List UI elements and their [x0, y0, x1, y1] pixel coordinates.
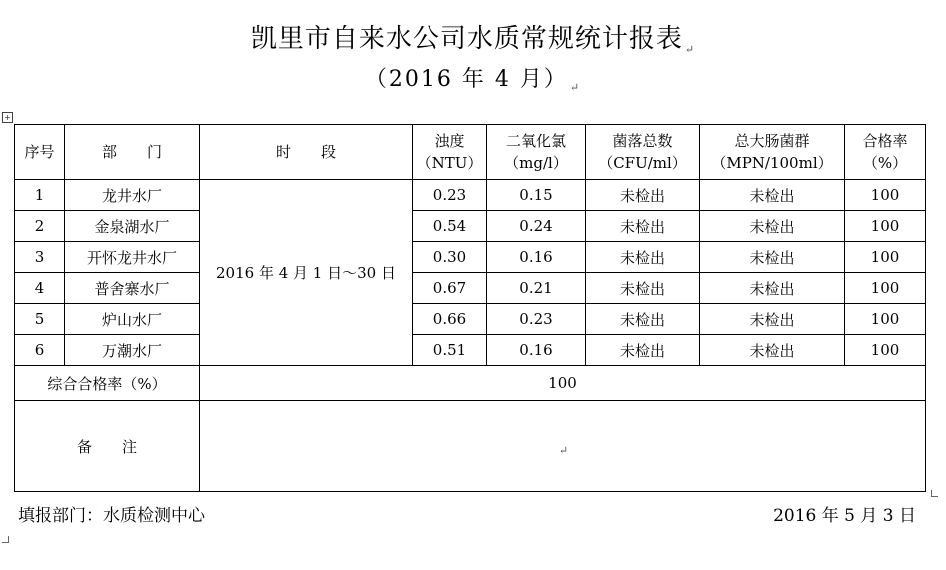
footer-date: 2016 年 5 月 3 日 [773, 506, 916, 526]
cell-coliform: 未检出 [700, 273, 845, 304]
cell-seq: 4 [15, 273, 65, 304]
cell-turbidity: 0.54 [413, 211, 487, 242]
cell-dept: 龙井水厂 [65, 180, 200, 211]
cell-coliform: 未检出 [700, 242, 845, 273]
header-turbidity: 浊度 （NTU） [413, 125, 487, 180]
overall-row [15, 366, 926, 401]
cell-chlorine: 0.23 [487, 304, 586, 335]
header-seq: 序号 [15, 125, 65, 180]
cell-coliform: 未检出 [700, 211, 845, 242]
cell-bacteria: 未检出 [586, 335, 700, 366]
table-move-handle-icon[interactable]: + [2, 112, 13, 123]
cell-coliform: 未检出 [700, 335, 845, 366]
overall-value: 100 [200, 366, 926, 401]
cell-chlorine: 0.21 [487, 273, 586, 304]
report-title: 凯里市自来水公司水质常规统计报表 $_↵$ [250, 24, 696, 57]
report-subtitle: （2016 年 4 月） $_↵$ [364, 67, 582, 95]
cell-rate: 100 [845, 242, 926, 273]
header-coliform: 总大肠菌群 （MPN/100ml） [700, 125, 845, 180]
overall-label: 综合合格率（%） [15, 366, 200, 401]
header-rate: 合格率 （%） [845, 125, 926, 180]
cell-turbidity: 0.23 [413, 180, 487, 211]
cell-coliform: 未检出 [700, 304, 845, 335]
cell-coliform: 未检出 [700, 180, 845, 211]
table-header-row [15, 125, 926, 180]
cell-chlorine: 0.16 [487, 335, 586, 366]
cell-turbidity: 0.51 [413, 335, 487, 366]
cell-rate: 100 [845, 211, 926, 242]
cell-dept: 炉山水厂 [65, 304, 200, 335]
water-quality-table [14, 124, 926, 492]
table-row [15, 304, 926, 335]
remark-row [15, 401, 926, 492]
cell-rate: 100 [845, 335, 926, 366]
cell-chlorine: 0.24 [487, 211, 586, 242]
table-row [15, 335, 926, 366]
cell-seq: 1 [15, 180, 65, 211]
cell-period: 2016 年 4 月 1 日～30 日 [200, 180, 413, 366]
cell-rate: 100 [845, 180, 926, 211]
cell-bacteria: 未检出 [586, 211, 700, 242]
cell-seq: 5 [15, 304, 65, 335]
cell-turbidity: 0.67 [413, 273, 487, 304]
header-bacteria: 菌落总数 （CFU/ml） [586, 125, 700, 180]
cell-turbidity: 0.66 [413, 304, 487, 335]
cell-turbidity: 0.30 [413, 242, 487, 273]
cell-chlorine: 0.16 [487, 242, 586, 273]
cell-bacteria: 未检出 [586, 273, 700, 304]
table-row [15, 273, 926, 304]
cell-seq: 3 [15, 242, 65, 273]
table-row [15, 242, 926, 273]
header-dept: 部 门 [65, 125, 200, 180]
header-chlorine: 二氧化氯 （mg/l） [487, 125, 586, 180]
cell-bacteria: 未检出 [586, 180, 700, 211]
cell-dept: 万潮水厂 [65, 335, 200, 366]
remark-label: 备 注 [15, 401, 200, 492]
cell-bacteria: 未检出 [586, 242, 700, 273]
remark-content[interactable]: ↵ [200, 401, 926, 492]
cell-rate: 100 [845, 304, 926, 335]
cell-dept: 开怀龙井水厂 [65, 242, 200, 273]
table-row [15, 211, 926, 242]
cell-dept: 金泉湖水厂 [65, 211, 200, 242]
cell-rate: 100 [845, 273, 926, 304]
page-corner-mark [2, 536, 9, 543]
header-period: 时 段 [200, 125, 413, 180]
cell-seq: 6 [15, 335, 65, 366]
cell-chlorine: 0.15 [487, 180, 586, 211]
cell-dept: 普舍寨水厂 [65, 273, 200, 304]
footer-department: 填报部门：水质检测中心 [18, 506, 205, 526]
cell-seq: 2 [15, 211, 65, 242]
page-corner-mark [931, 490, 938, 497]
table-row [15, 180, 926, 211]
cell-bacteria: 未检出 [586, 304, 700, 335]
